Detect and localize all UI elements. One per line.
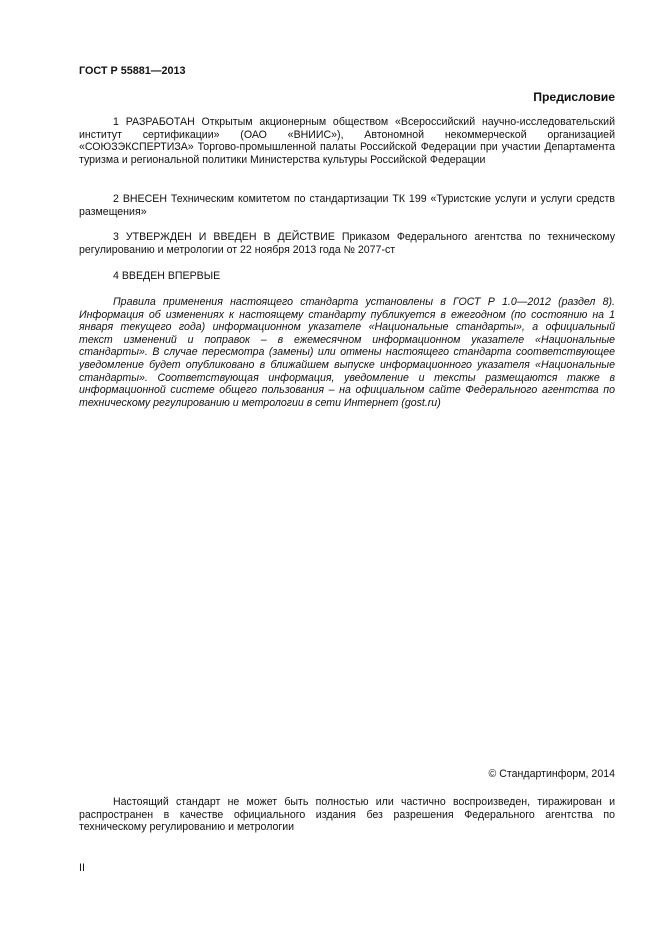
standard-id-header: ГОСТ Р 55881—2013 [79,65,186,77]
paragraph-first-introduced: 4 ВВЕДЕН ВПЕРВЫЕ [113,270,221,282]
paragraph-developed: 1 РАЗРАБОТАН Открытым акционерным обществом «Всероссийский научно-исследовательский институт сертификации» (ОАО «ВНИИС»), Автономной некоммерческой организацией «СОЮЗЭКСПЕРТИЗА» Торгово-промышленной палаты Российской Федерации при участии Департамента туризма и региональной политики Министерства культуры Российской Федерации [79,116,615,166]
page-title: Предисловие [533,90,615,104]
copyright-line: © Стандартинформ, 2014 [488,768,615,780]
page-number: II [79,862,85,874]
paragraph-introduced: 2 ВНЕСЕН Техническим комитетом по стандартизации ТК 199 «Туристские услуги и услуги средств размещения» [79,193,615,218]
paragraph-reproduction-notice: Настоящий стандарт не может быть полностью или частично воспроизведен, тиражирован и распространен в качестве официального издания без разрешения Федерального агентства по техническому регулированию и метрологии [79,796,615,834]
paragraph-rules-notice: Правила применения настоящего стандарта установлены в ГОСТ Р 1.0—2012 (раздел 8). Информация об изменениях к настоящему стандарту публикуется в ежегодном (по состоянию на 1 января текущего года) информационном указателе «Национальные стандарты», а официальный текст изменений и поправок – в ежемесячном информационном указателе «Национальные стандарты». В случае пересмотра (замены) или отмены настоящего стандарта соответствующее уведомление будет опубликовано в ближайшем выпуске информационного указателя «Национальные стандарты». Соответствующая информация, уведомление и тексты размещаются также в информационной системе общего пользования – на официальном сайте Федерального агентства по техническому регулированию и метрологии в сети Интернет (gost.ru) [79,296,615,409]
paragraph-approved: 3 УТВЕРЖДЕН И ВВЕДЕН В ДЕЙСТВИЕ Приказом Федерального агентства по техническому регулированию и метрологии от 22 ноября 2013 года № 2077-ст [79,231,615,256]
